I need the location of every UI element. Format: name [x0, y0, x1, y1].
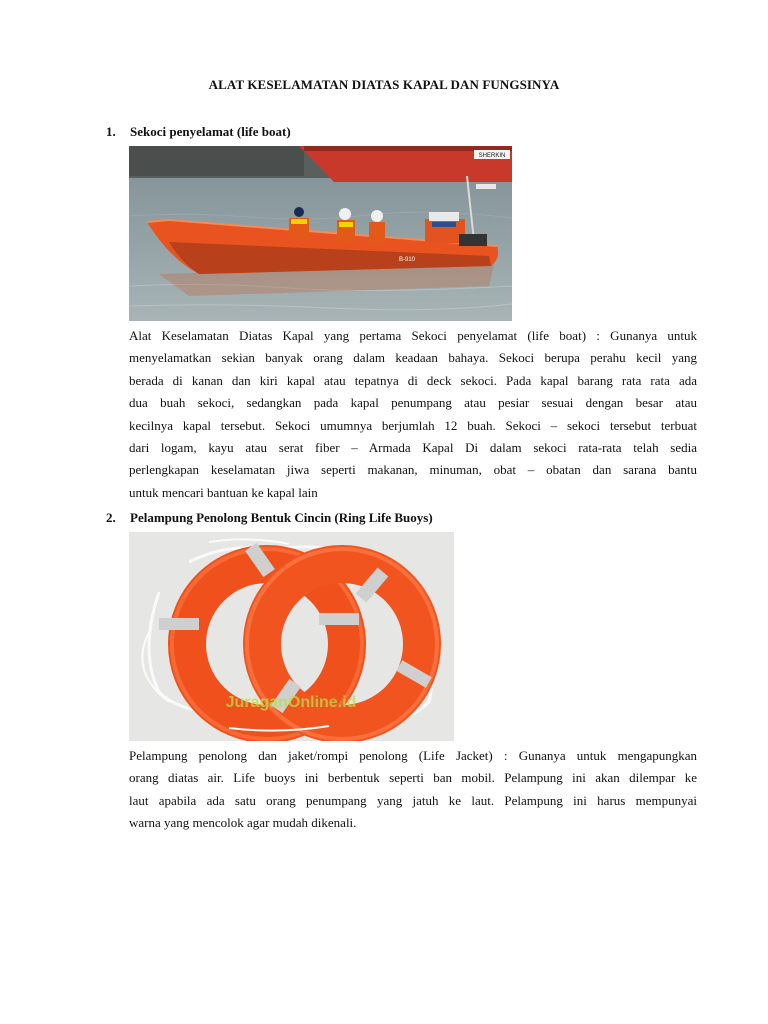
section-2-heading: [106, 510, 433, 526]
section-2-number: 2.: [106, 510, 116, 525]
section-1-paragraph: [129, 325, 697, 504]
paragraph-line: berada di kanan dan kiri kapal atau tepatnya di deck sekoci. Pada kapal barang rata rata ada: [129, 372, 697, 388]
ring-buoy-photo: [129, 532, 454, 741]
crew-figure: [369, 210, 385, 244]
paragraph-line: laut apabila ada satu orang penumpang yang jatuh ke laut. Pelampung ini harus mempunyai: [129, 792, 697, 808]
section-1-title: Sekoci penyelamat (life boat): [130, 124, 291, 139]
lifeboat-photo: [129, 146, 512, 321]
paragraph-line: menyelamatkan sekian banyak orang dalam keadaan bahaya. Sekoci berupa perahu kecil yang: [129, 350, 697, 366]
boat-label: B-910: [399, 257, 416, 263]
paragraph-line: dua buah sekoci, sedangkan pada kapal penumpang atau pesiar sesuai dengan besar atau: [129, 395, 697, 411]
paragraph-line: Pelampung penolong dan jaket/rompi penolong (Life Jacket) : Gunanya untuk mengapungkan: [129, 748, 697, 763]
ship-label: SHERKIN: [478, 153, 506, 159]
paragraph-line: kecilnya kapal tersebut. Sekoci umumnya berjumlah 12 buah. Sekoci – sekoci tersebut terbuat: [129, 417, 697, 433]
section-1-heading: [106, 124, 291, 140]
paragraph-line: untuk mencari bantuan ke kapal lain: [129, 484, 318, 500]
paragraph-line: warna yang mencolok agar mudah dikenali.: [129, 815, 357, 831]
paragraph-line: dari logam, kayu atau serat fiber – Armada Kapal Di dalam sekoci rata-rata telah sedia: [129, 440, 697, 456]
paragraph-line: Alat Keselamatan Diatas Kapal yang pertama Sekoci penyelamat (life boat) : Gunanya untuk: [129, 328, 697, 343]
document-title: ALAT KESELAMATAN DIATAS KAPAL DAN FUNGSINYA: [208, 77, 560, 92]
paragraph-line: orang diatas air. Life buoys ini berbentuk seperti ban mobil. Pelampung ini akan dilempar ke: [129, 770, 697, 786]
watermark-text: JuraganOnline.id: [225, 694, 357, 711]
section-1-number: 1.: [106, 124, 116, 139]
section-2-title: Pelampung Penolong Bentuk Cincin (Ring Life Buoys): [130, 510, 433, 525]
paragraph-line: perlengkapan keselamatan jiwa seperti makanan, minuman, obat – obatan dan sarana bantu: [129, 462, 697, 478]
section-2-paragraph: [129, 745, 697, 835]
